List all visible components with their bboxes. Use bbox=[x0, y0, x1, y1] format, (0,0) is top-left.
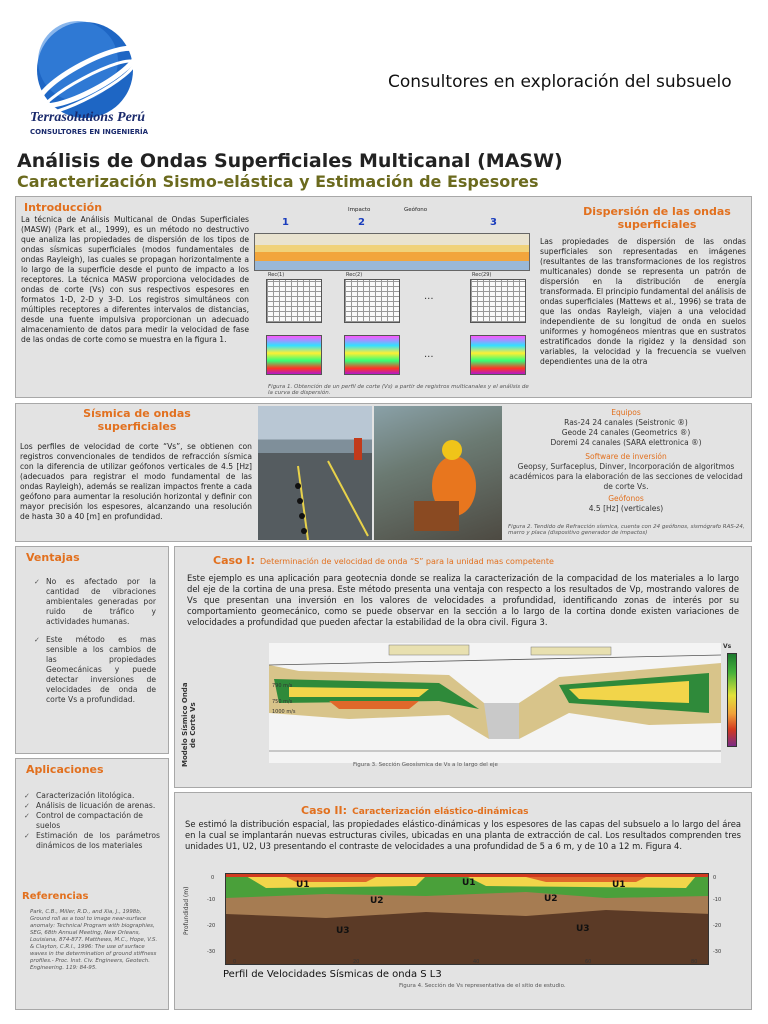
y-tick: -30 bbox=[207, 949, 216, 955]
rec-label: Rec(2) bbox=[346, 272, 363, 278]
y-tick: -20 bbox=[713, 923, 722, 929]
seismogram bbox=[266, 279, 322, 323]
y-tick: 0 bbox=[211, 875, 215, 881]
list-item: ✓ Este método es mas sensible a los cambios de las propiedades Geomecánicas y puede detectar inversiones de velocidades de onda de corte Vs a profundidad. bbox=[34, 635, 156, 705]
geofonos-title: Geófonos bbox=[608, 494, 644, 503]
vs-scale-label: Vs bbox=[723, 643, 732, 650]
y-tick: -30 bbox=[713, 949, 722, 955]
unit-label: U2 bbox=[370, 896, 384, 906]
list-item: ✓ Caracterización litológica. bbox=[24, 791, 160, 801]
equipment-block bbox=[506, 408, 746, 514]
seismogram bbox=[470, 279, 526, 323]
y-axis-label: Profundidad (m) bbox=[183, 886, 190, 936]
caso2-heading bbox=[301, 799, 529, 818]
step-label: 2 bbox=[358, 217, 365, 228]
figure-4-caption: Figura 4. Sección de Vs representativa de el sitio de estudio. bbox=[399, 983, 566, 989]
y-tick: -10 bbox=[713, 897, 722, 903]
page-title: Análisis de Ondas Superficiales Multicanal (MASW) bbox=[17, 150, 563, 172]
elevation-label: 750 m/s bbox=[272, 699, 293, 705]
referencias-text: Park, C.B., Miller, R.D., and Xia, J., 1998b, Ground roll as a tool to image near-surface anomaly: Technical Program with biographies, SEG, 68th Annual Meeting, New Orleans, Louisiana, 874-877. Matthews, M.C., Hope, V.S. & Clayton, C.R.I., 1996: The use of surface waves in the determination of ground stiffness profiles.- Proc. Inst. Civ. Engineers, Geotech. Engineering. 119: 84-95. bbox=[30, 909, 158, 971]
figure-1 bbox=[254, 205, 530, 385]
equipos-item: Doremi 24 canales (SARA elettronica ®) bbox=[550, 438, 702, 447]
seismogram bbox=[344, 279, 400, 323]
elevation-label: 1000 m/s bbox=[272, 709, 296, 715]
list-item: ✓ Estimación de los parámetros dinámicos de los materiales bbox=[24, 831, 160, 851]
referencias-title: Referencias bbox=[22, 891, 89, 902]
unit-label: U1 bbox=[612, 880, 626, 890]
tagline: Consultores en exploración del subsuelo bbox=[388, 72, 732, 92]
dispersion-title: Dispersión de las ondas superficiales bbox=[583, 205, 731, 231]
profile-title: Perfil de Velocidades Sísmicas de onda S L3 bbox=[223, 969, 442, 980]
software-text: Geopsy, Surfaceplus, Dinver, Incorporación de algoritmos académicos para la elaboración de las secciones de velocidad de corte Vs. bbox=[509, 462, 743, 491]
unit-label: U1 bbox=[462, 878, 476, 888]
geofonos-text: 4.5 [Hz] (verticales) bbox=[588, 504, 664, 513]
x-tick: 20 bbox=[353, 959, 360, 965]
dots: ... bbox=[424, 349, 434, 360]
field-photo-2 bbox=[374, 406, 502, 540]
dispersion-image bbox=[344, 335, 400, 375]
ventajas-panel bbox=[15, 546, 169, 754]
x-tick: 40 bbox=[473, 959, 480, 965]
figure-4 bbox=[225, 873, 709, 965]
aplicaciones-panel bbox=[15, 758, 169, 1010]
vs-color-scale bbox=[727, 653, 737, 747]
dispersion-text: Las propiedades de dispersión de las ondas superficiales son representadas en imágenes (resultantes de las transformaciones de los registros multicanales) donde se representa un patrón de dispersión en la distribución de energía transformada. El principio fundamental del análisis de ondas superficiales (Mattews et al., 1996) se trata de que las ondas Rayleigh, viajen a una velocidad independiente de su longitud de onda en suelos uniformes y homogéneos mientras que en sustratos estratificados donde la rigidez y la densidad son variables, la velocidad y la frecuencia se vuelven dependientes una de la otra bbox=[540, 237, 746, 366]
aplicaciones-title: Aplicaciones bbox=[26, 763, 104, 776]
intro-panel bbox=[15, 196, 752, 398]
unit-label: U3 bbox=[576, 924, 590, 934]
y-tick: 0 bbox=[713, 875, 717, 881]
aplicaciones-list bbox=[24, 791, 160, 855]
x-tick: 80 bbox=[691, 959, 698, 965]
step-label: 3 bbox=[490, 217, 497, 228]
dispersion-image bbox=[266, 335, 322, 375]
page-subtitle: Caracterización Sismo-elástica y Estimación de Espesores bbox=[17, 172, 539, 191]
logo-globe-icon bbox=[30, 15, 140, 125]
y-tick: -10 bbox=[207, 897, 216, 903]
software-title: Software de inversión bbox=[585, 452, 667, 461]
ventajas-list bbox=[34, 577, 156, 709]
elevation-label: 790 m/s bbox=[272, 683, 293, 689]
caso1-text: Este ejemplo es una aplicación para geotecnia donde se realiza la caracterización de la compacidad de los materiales a lo largo del eje de la cortina de una presa. Este método presenta una ventaja con respecto a los resultados de Vp, mostrando valores de Vs que presentan una inversión en los valores de velocidades a profundidad, identificando zonas de interés por su comportamiento geomecánico, como se puede observar en la sección a lo largo de la cortina donde existen variaciones de velocidades a profundidad que pueden afectar la estabilidad de la obra civil. Figura 3. bbox=[187, 573, 739, 627]
figure-2-caption: Figura 2. Tendido de Refracción sísmica, cuenta con 24 geófonos, sismógrafo RAS-24, marro y placa (dispositivo generador de impactos) bbox=[508, 524, 745, 536]
caso1-heading bbox=[213, 549, 554, 568]
list-item: ✓ Control de compactación de suelos bbox=[24, 811, 160, 831]
brand-subtitle: CONSULTORES EN INGENIERÍA bbox=[30, 128, 149, 136]
unit-label: U1 bbox=[296, 880, 310, 890]
field-photo-1 bbox=[258, 406, 372, 540]
equipos-item: Geode 24 canales (Geometrics ®) bbox=[561, 428, 691, 437]
caso2-title: Caso II: bbox=[301, 804, 348, 817]
seismic-title: Sísmica de ondas superficiales bbox=[83, 407, 191, 433]
brand-name: Terrasolutions Perú bbox=[30, 110, 146, 125]
unit-label: U3 bbox=[336, 926, 350, 936]
rec-label: Rec(29) bbox=[472, 272, 492, 278]
figure-3 bbox=[269, 643, 721, 763]
caso2-panel bbox=[174, 792, 752, 1010]
dispersion-image bbox=[470, 335, 526, 375]
list-item: ✓ No es afectado por la cantidad de vibraciones ambientales generadas por ruido de tráfico y actividades humanas. bbox=[34, 577, 156, 627]
seismic-text: Los perfiles de velocidad de corte “Vs”, se obtienen con registros convencionales de tendidos de refracción sísmica con la diferencia de utilizar geófonos verticales de 4.5 [Hz] (adecuados para registrar el modo fundamental de las ondas Rayleigh), además se realizan impactos frente a cada geófono para aumentar la resolución horizontal y definir con mayor precisión los espesores, alcanzando una resolución de hasta 30 a 40 [m] en profundidad. bbox=[20, 442, 252, 521]
figure-3-caption: Figura 3. Sección Geosísmica de Vs a lo largo del eje bbox=[353, 762, 498, 768]
figure-1-caption: Figura 1. Obtención de un perfil de corte (Vs) a partir de registros multicanales y el análisis de la curva de dispersión. bbox=[268, 384, 529, 396]
ventajas-title: Ventajas bbox=[26, 551, 80, 564]
caso1-panel bbox=[174, 546, 752, 788]
dots: ... bbox=[424, 291, 434, 302]
intro-text: La técnica de Análisis Multicanal de Ondas Superficiales (MASW) (Park et al., 1999), es un método no destructivo que analiza las propiedades de dispersión de los tipos de ondas sísmicas superficiales (modos fundamentales de ondas Rayleigh), las cuales se propagan horizontalmente a lo largo de la superficie desde el punto de impacto a los receptores. La técnica MASW proporciona velocidades de ondas de corte (Vs) con sus respectivos espesores en formatos 1-D, 2-D y 3-D. Los registros simultáneos con múltiples receptores a diferentes intervalos de distancias, desde una fuente impulsiva proporcionan un adecuado almacenamiento de datos para medir la velocidad de fase de las ondas de corte como se muestra en la figura 1. bbox=[21, 215, 249, 344]
legend-geophone: Geófono bbox=[404, 207, 428, 213]
caso1-subtitle: Determinación de velocidad de onda “S” para la unidad mas competente bbox=[260, 557, 554, 566]
caso1-side-label: Modelo Sísmico Onda de Corte Vs bbox=[181, 682, 197, 768]
x-tick: 0 bbox=[233, 959, 237, 965]
unit-label: U2 bbox=[544, 894, 558, 904]
caso2-subtitle: Caracterización elástico-dinámicas bbox=[352, 807, 529, 817]
x-tick: 60 bbox=[585, 959, 592, 965]
caso1-title: Caso I: bbox=[213, 554, 255, 567]
seismic-panel bbox=[15, 403, 752, 542]
step-label: 1 bbox=[282, 217, 289, 228]
rec-label: Rec(1) bbox=[268, 272, 285, 278]
section-strip bbox=[254, 233, 530, 271]
legend-impact: Impacto bbox=[348, 207, 371, 213]
y-tick: -20 bbox=[207, 923, 216, 929]
equipos-title: Equipos bbox=[611, 408, 641, 417]
caso2-text: Se estimó la distribución espacial, las propiedades elástico-dinámicas y los espesores de las capas del subsuelo a lo largo del área en la cual se implantarán nuevas estructuras civiles, ubicadas en una planta de extracción de cal. Los resultados comprenden tres unidades U1, U2, U3 presentando el contraste de velocidades a una profundidad de 5 a 6 m, y de 10 a 12 m. Figura 4. bbox=[185, 819, 741, 851]
intro-title: Introducción bbox=[24, 201, 103, 214]
list-item: ✓ Análisis de licuación de arenas. bbox=[24, 801, 160, 811]
equipos-item: Ras-24 24 canales (Seistronic ®) bbox=[564, 418, 688, 427]
